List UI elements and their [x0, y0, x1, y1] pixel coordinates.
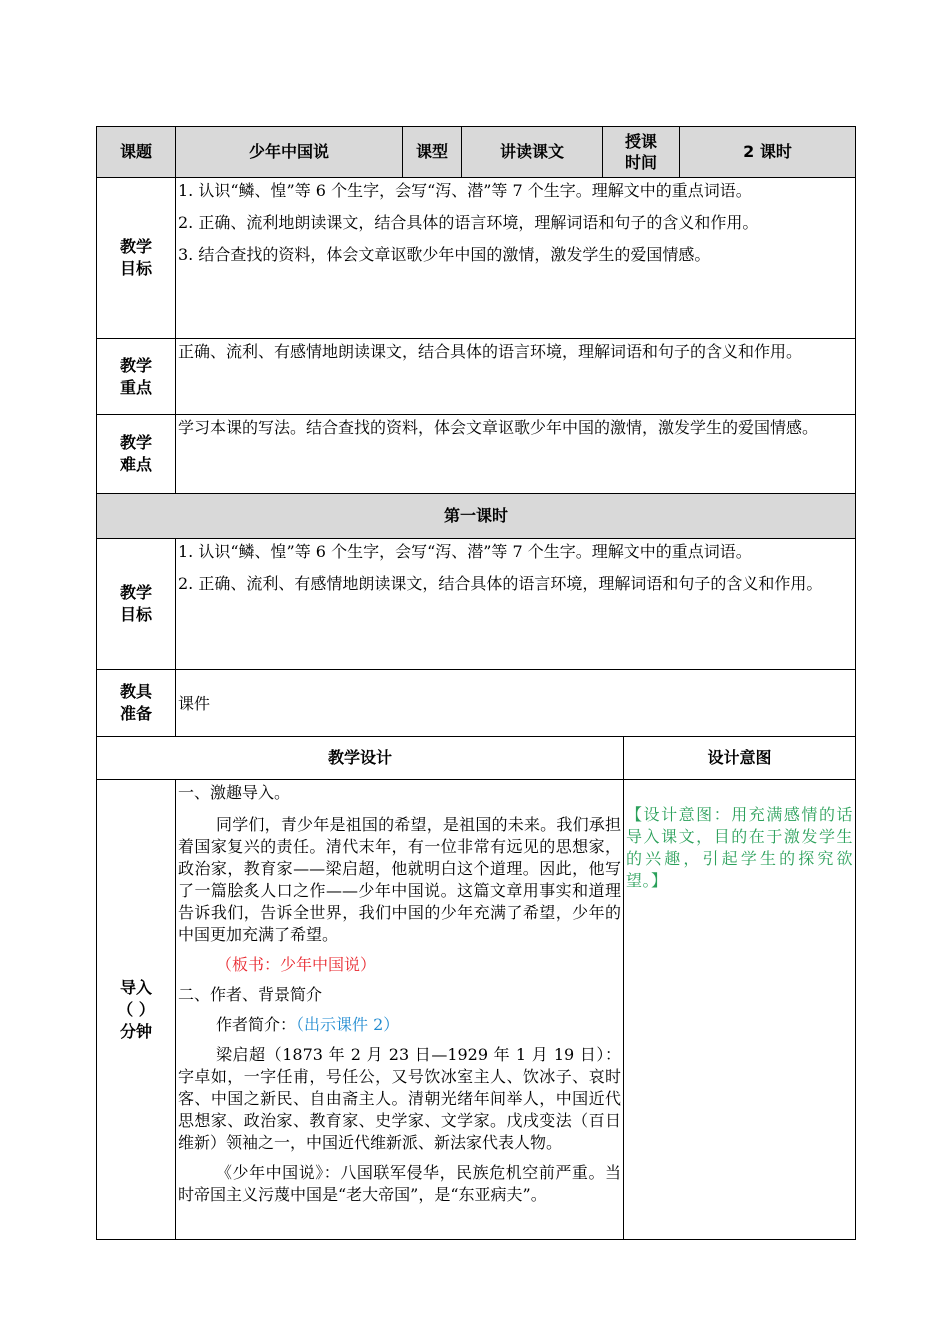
session-goals-row	[97, 539, 856, 670]
session-goals-label	[97, 539, 176, 670]
intro-label-2: （ ）	[117, 999, 155, 1019]
design-intent-note: 【设计意图：用充满感情的话导入课文，目的在于激发学生的兴趣，引起学生的探究欲望。】	[626, 805, 854, 890]
tools-content: 课件	[176, 670, 856, 737]
time-label-line-2: 时间	[625, 153, 658, 172]
intro-label-1: 导入	[119, 977, 152, 997]
courseware-note: （出示课件 2）	[296, 1015, 400, 1034]
lesson-plan-table	[96, 126, 856, 1240]
goal-item: 3. 结合查找的资料，体会文章讴歌少年中国的激情，激发学生的爱国情感。	[178, 245, 711, 264]
difficulties-text: 学习本课的写法。结合查找的资料，体会文章讴歌少年中国的激情，激发学生的爱国情感。	[178, 418, 819, 437]
session-goals-label-1: 教学	[119, 583, 152, 602]
author-paragraph: 梁启超（1873 年 2 月 23 日—1929 年 1 月 19 日）：字卓如，一字任甫，号任公，又号饮冰室主人、饮冰子、哀时客、中国之新民、自由斋主人。清朝光绪年间举人，中国近代思想家、政治家、教育家、史学家、文学家。戊戌变法（百日维新）领袖之一，中国近代维新派、新法家代表人物。	[178, 1045, 621, 1152]
key-points-label	[97, 339, 176, 415]
time-label	[603, 127, 680, 178]
key-points-content	[176, 339, 856, 415]
difficulties-row	[97, 415, 856, 494]
session-goal-item: 2. 正确、流利、有感情地朗读课文，结合具体的语言环境，理解词语和句子的含义和作用。	[178, 574, 823, 593]
time-value: 2 课时	[680, 127, 856, 178]
goals-label	[97, 178, 176, 339]
key-points-row	[97, 339, 856, 415]
topic-label: 课题	[97, 127, 176, 178]
key-points-label-1: 教学	[119, 355, 152, 375]
goal-item: 1. 认识“鳞、惶”等 6 个生字，会写“泻、潜”等 7 个生字。理解文中的重点词语。	[178, 181, 752, 200]
topic-value: 少年中国说	[176, 127, 403, 178]
tools-row	[97, 670, 856, 737]
board-note: （板书：少年中国说）	[216, 955, 377, 974]
intro-paragraph: 同学们，青少年是祖国的希望，是祖国的未来。我们承担着国家复兴的责任。清代末年，有一位非常有远见的思想家，政治家，教育家——梁启超，他就明白这个道理。因此，他写了一篇脍炙人口之作——少年中国说。这篇文章用事实和道理告诉我们，告诉全世界，我们中国的少年充满了希望，少年的中国更加充满了希望。	[178, 815, 621, 944]
intro-design-content	[176, 780, 624, 1240]
session-goal-item: 1. 认识“鳞、惶”等 6 个生字，会写“泻、潜”等 7 个生字。理解文中的重点词语。	[178, 542, 752, 561]
intro-label	[97, 780, 176, 1240]
session-goals-content	[176, 539, 856, 670]
intro-label-3: 分钟	[119, 1021, 152, 1041]
session-title-row	[97, 494, 856, 539]
section-heading: 一、激趣导入。	[178, 783, 291, 802]
goals-content	[176, 178, 856, 339]
header-row	[97, 127, 856, 178]
time-label-line-1: 授课	[625, 132, 658, 151]
tools-label-2: 准备	[119, 704, 152, 723]
goal-item: 2. 正确、流利地朗读课文，结合具体的语言环境，理解词语和句子的含义和作用。	[178, 213, 759, 232]
intro-row	[97, 780, 856, 1240]
intro-intent-content	[624, 780, 856, 1240]
design-header: 教学设计	[97, 737, 624, 780]
goals-row	[97, 178, 856, 339]
difficulties-content	[176, 415, 856, 494]
difficulties-label-2: 难点	[119, 455, 152, 474]
design-header-row	[97, 737, 856, 780]
session-goals-label-2: 目标	[119, 605, 152, 624]
section-heading: 二、作者、背景简介	[178, 985, 323, 1004]
goals-label-2: 目标	[119, 259, 152, 278]
author-intro-label: 作者简介：	[216, 1015, 297, 1034]
background-paragraph: 《少年中国说》：八国联军侵华，民族危机空前严重。当时帝国主义污蔑中国是“老大帝国”，是“东亚病夫”。	[178, 1163, 621, 1204]
tools-label	[97, 670, 176, 737]
intent-header: 设计意图	[624, 737, 856, 780]
tools-label-1: 教具	[119, 682, 152, 701]
key-points-label-2: 重点	[119, 377, 152, 397]
difficulties-label-1: 教学	[119, 433, 152, 452]
session-title: 第一课时	[97, 494, 856, 539]
difficulties-label	[97, 415, 176, 494]
type-value: 讲读课文	[462, 127, 603, 178]
type-label: 课型	[403, 127, 462, 178]
author-intro-line	[178, 1014, 621, 1036]
key-points-text: 正确、流利、有感情地朗读课文，结合具体的语言环境，理解词语和句子的含义和作用。	[178, 342, 803, 361]
goals-label-1: 教学	[119, 237, 152, 256]
